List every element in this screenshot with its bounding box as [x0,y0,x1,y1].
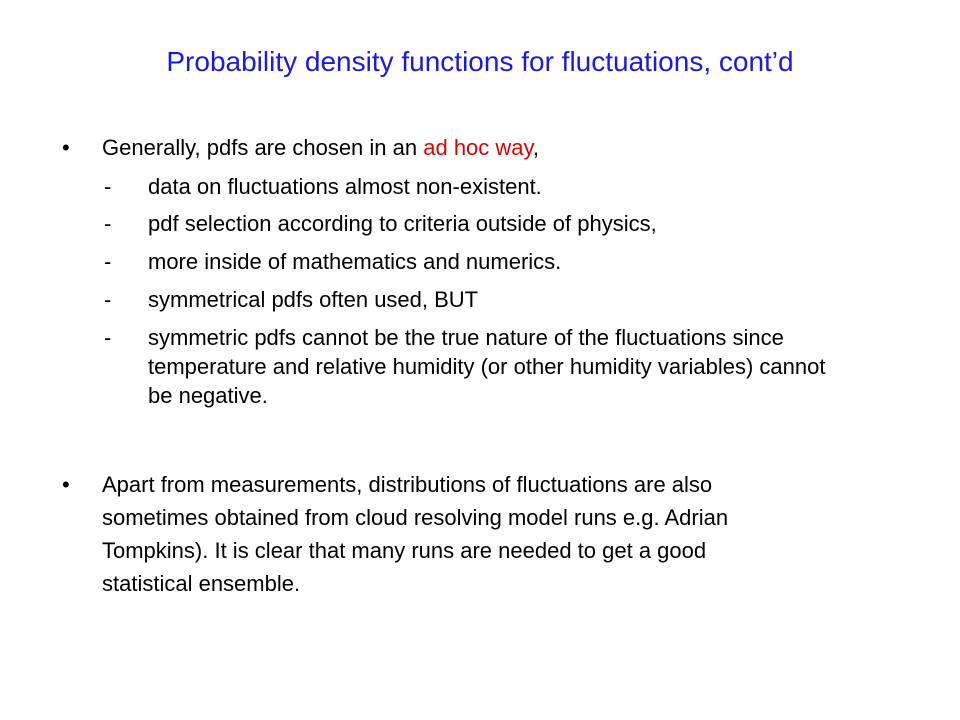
sub-item-text: symmetric pdfs cannot be the true nature of the fluctuations since temperature and relative humidity (or other humidity variables) cannot be negative. [148,325,826,408]
sub-item-5 [104,323,904,423]
dash-marker: - [104,249,112,274]
bullet-text-prefix: Generally, pdfs are chosen in an [102,135,424,160]
sub-item-4 [104,285,904,314]
sub-item-text: symmetrical pdfs often used, BUT [148,287,479,312]
dash-marker: - [104,211,112,236]
bullet-item-1 [62,133,902,162]
bullet-marker: • [62,135,70,160]
bullet-text [102,133,539,162]
bullet-item-2 [62,470,922,596]
bullet-text-line: Tompkins). It is clear that many runs are needed to get a good [102,538,707,563]
sub-item-text: more inside of mathematics and numerics. [148,249,562,274]
bullet-text-line: sometimes obtained from cloud resolving model runs e.g. Adrian [102,505,729,530]
slide-title: Probability density functions for fluctuations, cont’d [166,46,794,77]
bullet-text-line: Apart from measurements, distributions of fluctuations are also [102,472,713,497]
dash-marker: - [104,325,112,350]
sub-item-2 [104,209,904,238]
bullet-text-line: statistical ensemble. [102,571,301,596]
sub-item-text: pdf selection according to criteria outside of physics, [148,211,657,236]
bullet-marker: • [62,472,70,497]
dash-marker: - [104,174,112,199]
sub-item-text: data on fluctuations almost non-existent. [148,174,542,199]
dash-marker: - [104,287,112,312]
sub-item-3 [104,247,904,276]
highlight-text: ad hoc way [423,135,533,160]
sub-item-1 [104,172,904,201]
bullet-text-suffix: , [532,135,540,160]
